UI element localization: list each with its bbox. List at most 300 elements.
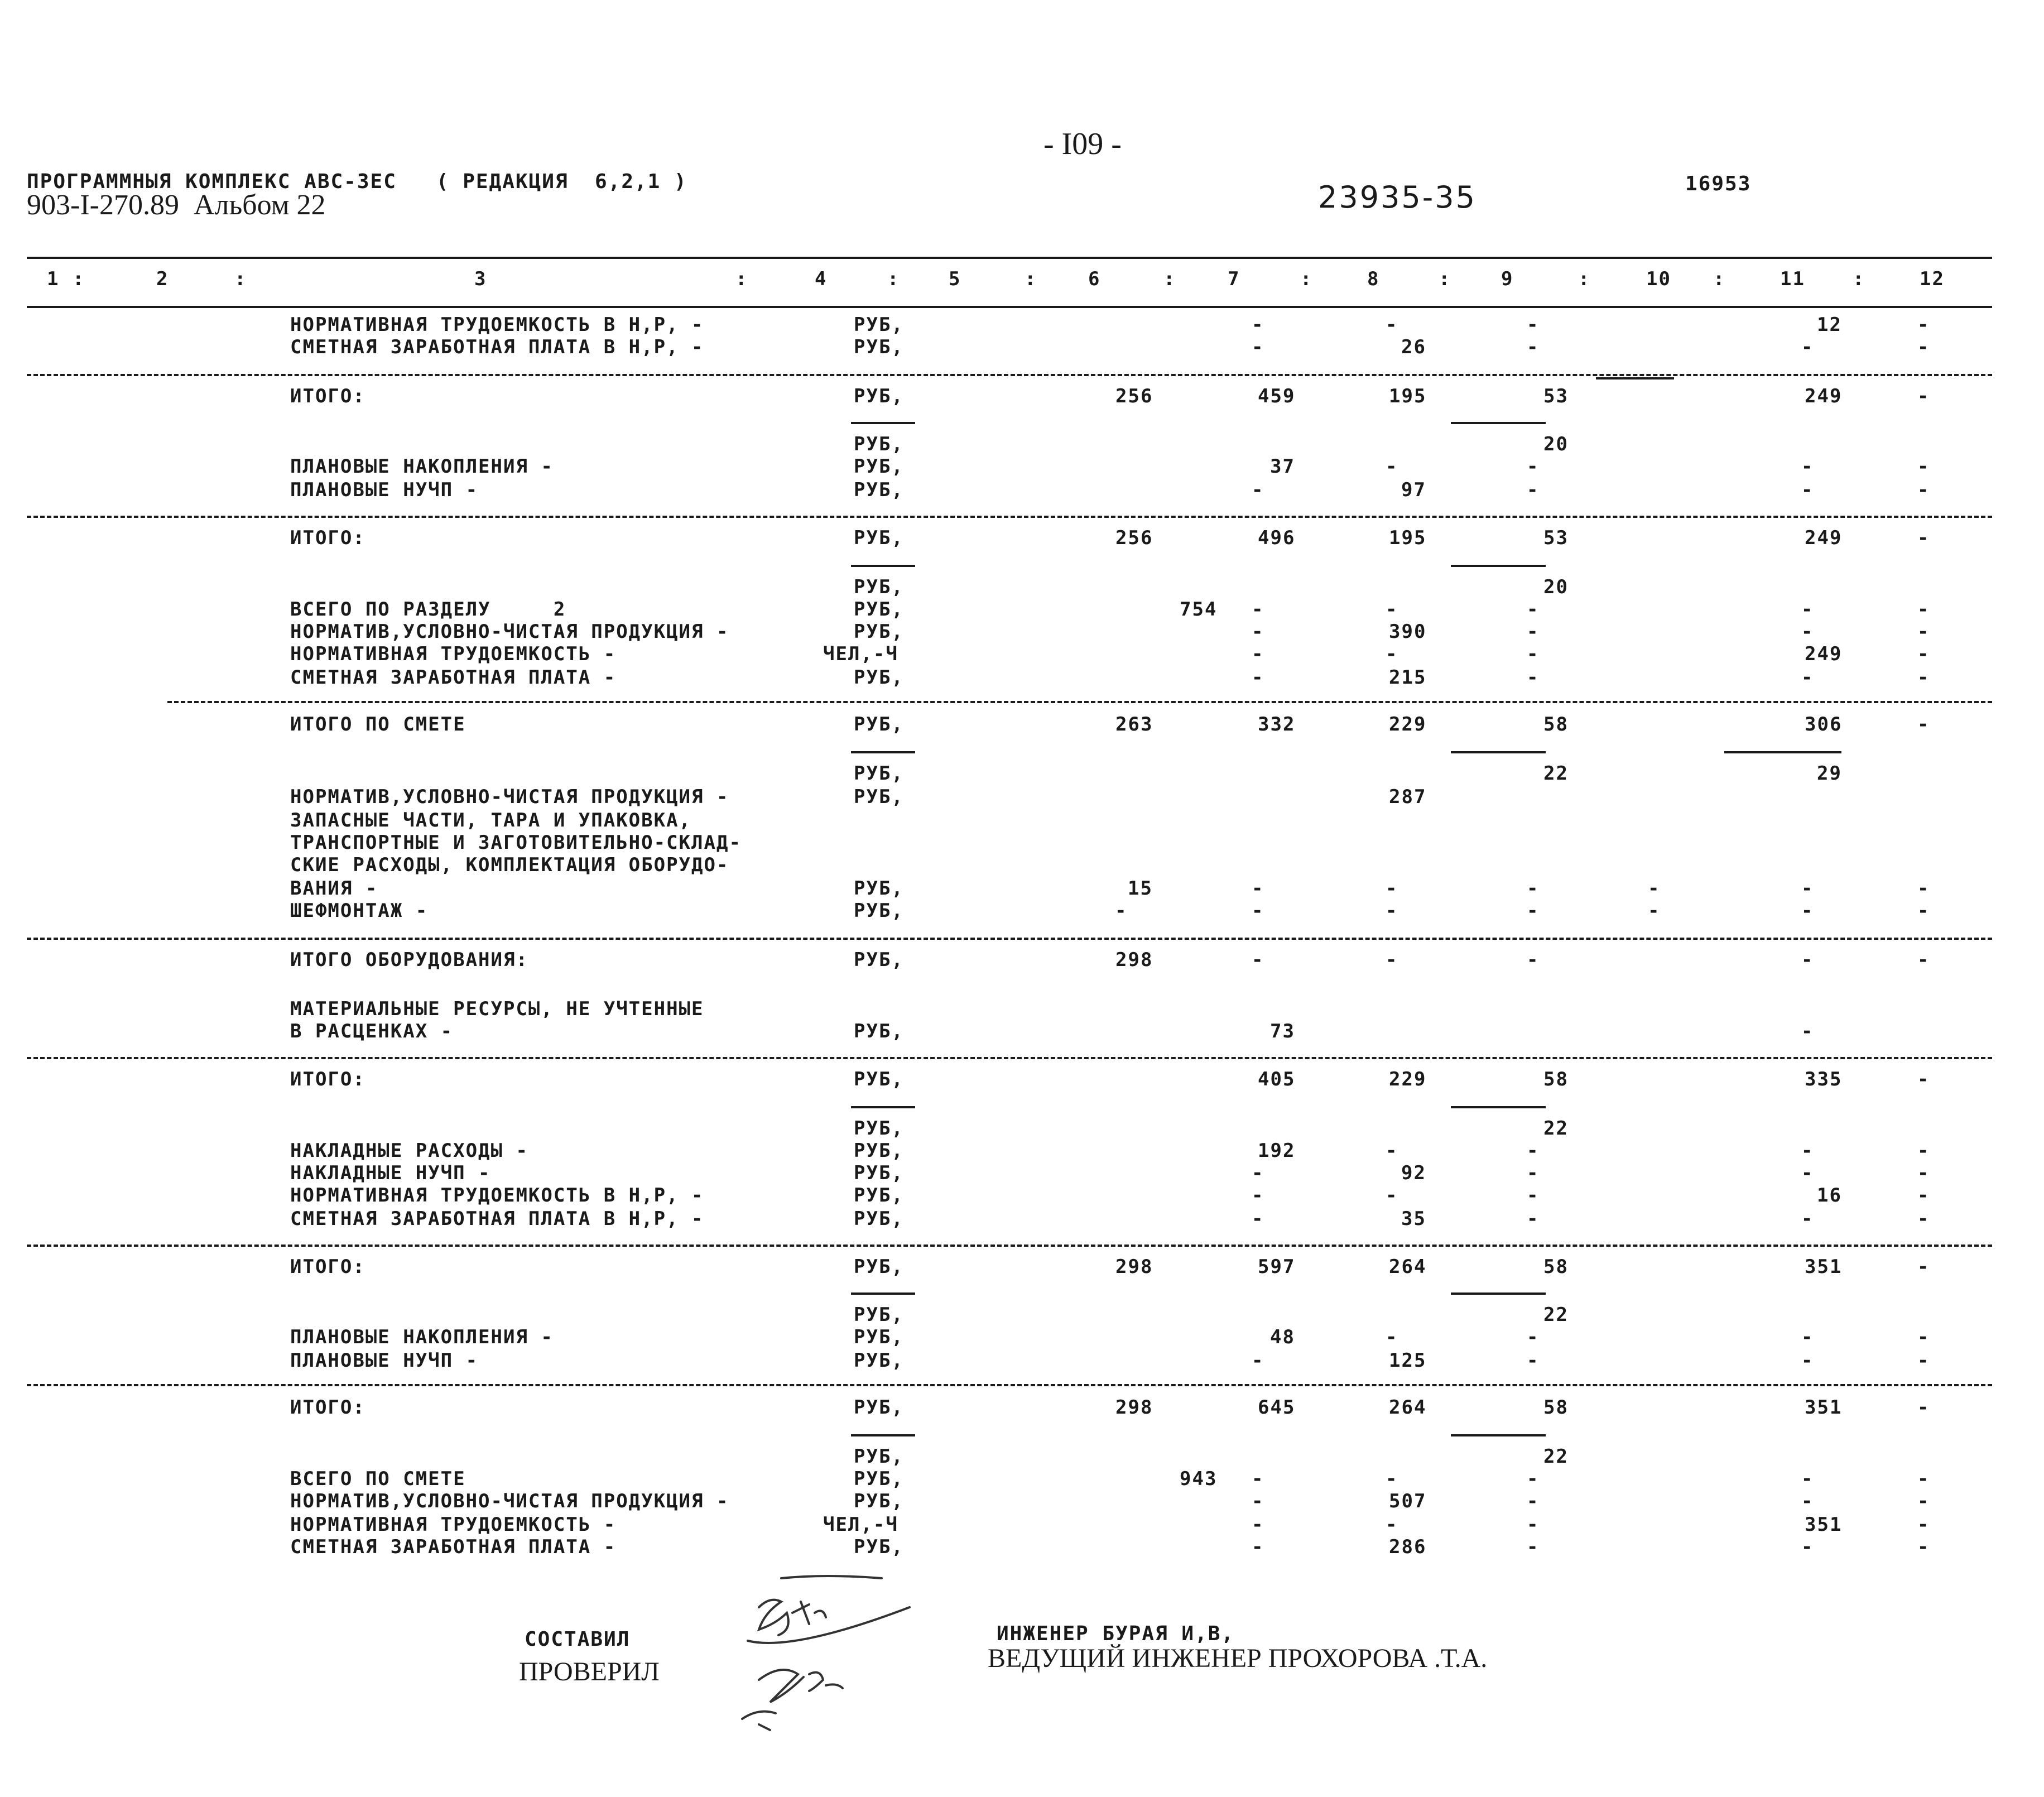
table-row: [0, 598, 2044, 621]
column-header-8: 8: [1367, 268, 1380, 290]
cell-c9: 58: [1543, 1068, 1569, 1090]
row-label: ЗАПАСНЫЕ ЧАСТИ, ТАРА И УПАКОВКА,: [290, 809, 692, 832]
value-dash: -: [1917, 455, 1930, 478]
table-row: [0, 1117, 2044, 1140]
row-label: ИТОГО ПО СМЕТЕ: [290, 713, 466, 736]
column-header-10: 10: [1646, 268, 1671, 290]
cell-c7: 332: [1258, 713, 1296, 736]
row-label: ШЕФМОНТАЖ -: [290, 900, 429, 922]
row-label: НОРМАТИВНАЯ ТРУДОЕМКОСТЬ -: [290, 1513, 617, 1536]
value-dash: -: [1252, 314, 1264, 336]
table-row: [0, 385, 2044, 407]
row-label: ИТОГО:: [290, 385, 365, 407]
cell-c8: 390: [1389, 621, 1427, 643]
value-dash: -: [1917, 713, 1930, 736]
cell-c6b: 943: [1180, 1468, 1218, 1490]
value-dash: -: [1527, 455, 1540, 478]
cell-c6: 263: [1115, 713, 1153, 736]
reference-number: 16953: [1685, 172, 1752, 195]
value-dash: -: [1252, 1208, 1264, 1230]
cell-c11: 351: [1805, 1256, 1843, 1278]
section-rule: [27, 1057, 1992, 1059]
value-dash: -: [1527, 643, 1540, 665]
cell-c11: 16: [1817, 1184, 1842, 1207]
cell-c7: 192: [1258, 1140, 1296, 1162]
table-row: [0, 1020, 2044, 1042]
page-number: - I09 -: [1043, 127, 1122, 161]
cell-c11: 351: [1805, 1396, 1843, 1419]
row-label: В РАСЦЕНКАХ -: [290, 1020, 454, 1042]
value-dash: -: [1917, 1326, 1930, 1348]
cell-c9: 58: [1543, 1256, 1569, 1278]
table-row: [0, 786, 2044, 808]
section-rule: [27, 1384, 1992, 1386]
cell-c9: 53: [1543, 385, 1569, 407]
cell-c8: 195: [1389, 385, 1427, 407]
column-header-12: 12: [1920, 268, 1945, 290]
value-dash: -: [1527, 949, 1540, 971]
value-dash: -: [1917, 1140, 1930, 1162]
row-label: ИТОГО:: [290, 1256, 365, 1278]
row-unit: РУБ,: [854, 1396, 904, 1419]
total-underline: [1451, 422, 1546, 424]
cell-c11: 306: [1805, 713, 1843, 736]
value-dash: -: [1527, 666, 1540, 689]
row-unit: РУБ,: [854, 1304, 904, 1326]
row-unit: РУБ,: [854, 433, 904, 455]
table-row: [0, 433, 2044, 455]
total-underline: [1596, 377, 1674, 379]
column-header-2: 2: [156, 268, 169, 290]
value-dash: -: [1801, 336, 1814, 358]
value-dash: -: [1252, 1490, 1264, 1512]
total-underline: [1451, 1293, 1546, 1295]
value-dash: -: [1917, 621, 1930, 643]
table-row: [0, 1490, 2044, 1512]
cell-c11: 249: [1805, 527, 1843, 549]
row-unit: РУБ,: [854, 1140, 904, 1162]
row-label: СМЕТНАЯ ЗАРАБОТНАЯ ПЛАТА -: [290, 1536, 617, 1558]
value-dash: -: [1801, 455, 1814, 478]
cell-c11: 249: [1805, 385, 1843, 407]
value-dash: -: [1386, 598, 1398, 621]
value-dash: -: [1917, 666, 1930, 689]
row-label: ПЛАНОВЫЕ НУЧП -: [290, 1349, 479, 1372]
value-dash: -: [1386, 1468, 1398, 1490]
value-dash: -: [1252, 479, 1264, 501]
row-unit: РУБ,: [854, 1326, 904, 1348]
value-dash: -: [1252, 1468, 1264, 1490]
header-bottom-rule: [27, 306, 1992, 308]
value-dash: -: [1917, 479, 1930, 501]
cell-c9: 22: [1543, 1445, 1569, 1468]
value-dash: -: [1527, 1468, 1540, 1490]
cell-c9: 20: [1543, 433, 1569, 455]
section-rule: [167, 701, 1992, 703]
value-dash: -: [1527, 1184, 1540, 1207]
value-dash: -: [1527, 621, 1540, 643]
compiled-by: ИНЖЕНЕР БУРАЯ И,В,: [997, 1622, 1235, 1645]
cell-c11: 335: [1805, 1068, 1843, 1090]
section-rule: [27, 516, 1992, 518]
value-dash: -: [1801, 479, 1814, 501]
table-row: [0, 455, 2044, 478]
value-dash: -: [1527, 1326, 1540, 1348]
row-unit: РУБ,: [854, 900, 904, 922]
section-rule: [27, 938, 1992, 940]
value-dash: -: [1917, 949, 1930, 971]
table-row: [0, 1304, 2044, 1326]
cell-c8: 264: [1389, 1256, 1427, 1278]
row-label: СМЕТНАЯ ЗАРАБОТНАЯ ПЛАТА -: [290, 666, 617, 689]
value-dash: -: [1252, 1349, 1264, 1372]
row-label: ИТОГО:: [290, 1396, 365, 1419]
value-dash: -: [1252, 643, 1264, 665]
table-row: [0, 1162, 2044, 1184]
table-row: [0, 1513, 2044, 1536]
value-dash: -: [1801, 1208, 1814, 1230]
value-dash: -: [1801, 598, 1814, 621]
value-dash: -: [1801, 1349, 1814, 1372]
row-label: ПЛАНОВЫЕ НАКОПЛЕНИЯ -: [290, 455, 554, 478]
value-dash: -: [1527, 314, 1540, 336]
cell-c11: 351: [1805, 1513, 1843, 1536]
column-header-4: 4: [815, 268, 828, 290]
column-separator: :: [1578, 268, 1591, 290]
value-dash: -: [1527, 336, 1540, 358]
column-header-9: 9: [1501, 268, 1514, 290]
cell-c8: 264: [1389, 1396, 1427, 1419]
row-unit: РУБ,: [854, 762, 904, 785]
value-dash: -: [1917, 1396, 1930, 1419]
value-dash: -: [1386, 877, 1398, 900]
row-label: ВСЕГО ПО СМЕТЕ: [290, 1468, 466, 1490]
value-dash: -: [1801, 877, 1814, 900]
value-dash: -: [1527, 1162, 1540, 1184]
value-dash: -: [1801, 621, 1814, 643]
value-dash: -: [1386, 314, 1398, 336]
row-unit: РУБ,: [854, 314, 904, 336]
table-row: [0, 1184, 2044, 1207]
row-unit: РУБ,: [854, 1490, 904, 1512]
row-label: НОРМАТИВНАЯ ТРУДОЕМКОСТЬ -: [290, 643, 617, 665]
row-unit: РУБ,: [854, 455, 904, 478]
cell-c9: 58: [1543, 1396, 1569, 1419]
total-underline: [851, 422, 915, 424]
row-label: СКИЕ РАСХОДЫ, КОМПЛЕКТАЦИЯ ОБОРУДО-: [290, 854, 729, 876]
table-row: [0, 643, 2044, 665]
value-dash: -: [1648, 900, 1661, 922]
value-dash: -: [1917, 1162, 1930, 1184]
value-dash: -: [1801, 1140, 1814, 1162]
table-row: [0, 949, 2044, 971]
checked-label: ПРОВЕРИЛ: [519, 1657, 660, 1687]
total-underline: [1724, 751, 1841, 753]
value-dash: -: [1386, 1513, 1398, 1536]
row-unit: ЧЕЛ,-Ч: [823, 643, 898, 665]
row-label: НОРМАТИВНАЯ ТРУДОЕМКОСТЬ В Н,Р, -: [290, 314, 704, 336]
column-header-5: 5: [949, 268, 961, 290]
value-dash: -: [1917, 1256, 1930, 1278]
cell-c8: 125: [1389, 1349, 1427, 1372]
row-unit: ЧЕЛ,-Ч: [823, 1513, 898, 1536]
row-label: ИТОГО:: [290, 527, 365, 549]
value-dash: -: [1801, 949, 1814, 971]
value-dash: -: [1386, 643, 1398, 665]
value-dash: -: [1917, 1068, 1930, 1090]
cell-c11: 249: [1805, 643, 1843, 665]
row-unit: РУБ,: [854, 385, 904, 407]
table-row: [0, 1349, 2044, 1372]
value-dash: -: [1527, 1349, 1540, 1372]
cell-c8: 215: [1389, 666, 1427, 689]
row-unit: РУБ,: [854, 1162, 904, 1184]
column-separator: :: [1439, 268, 1451, 290]
column-separator: :: [234, 268, 247, 290]
value-dash: -: [1801, 1020, 1814, 1042]
table-row: [0, 314, 2044, 336]
value-dash: -: [1527, 1208, 1540, 1230]
row-unit: РУБ,: [854, 336, 904, 358]
row-unit: РУБ,: [854, 1445, 904, 1468]
value-dash: -: [1527, 877, 1540, 900]
value-dash: -: [1252, 666, 1264, 689]
header-top-rule: [27, 257, 1992, 259]
cell-c8: 229: [1389, 1068, 1427, 1090]
column-header-3: 3: [474, 268, 487, 290]
cell-c6: 256: [1115, 527, 1153, 549]
cell-c9: 22: [1543, 1304, 1569, 1326]
row-unit: РУБ,: [854, 479, 904, 501]
total-underline: [851, 1106, 915, 1108]
value-dash: -: [1386, 1140, 1398, 1162]
cell-c7: 48: [1270, 1326, 1295, 1348]
value-dash: -: [1252, 1513, 1264, 1536]
column-header-7: 7: [1228, 268, 1240, 290]
column-separator: :: [1300, 268, 1313, 290]
value-dash: -: [1252, 949, 1264, 971]
value-dash: -: [1917, 314, 1930, 336]
compiled-label: СОСТАВИЛ: [525, 1628, 631, 1651]
row-label: НОРМАТИВ,УСЛОВНО-ЧИСТАЯ ПРОДУКЦИЯ -: [290, 1490, 729, 1512]
cell-c11: 12: [1817, 314, 1842, 336]
value-dash: -: [1917, 598, 1930, 621]
table-row: [0, 762, 2044, 785]
row-label: МАТЕРИАЛЬНЫЕ РЕСУРСЫ, НЕ УЧТЕННЫЕ: [290, 998, 704, 1020]
value-dash: -: [1801, 1162, 1814, 1184]
table-row: [0, 527, 2044, 549]
cell-c8: 229: [1389, 713, 1427, 736]
cell-c7: 37: [1270, 455, 1295, 478]
row-unit: РУБ,: [854, 786, 904, 808]
cell-c8: 26: [1401, 336, 1426, 358]
table-row: [0, 666, 2044, 689]
table-row: [0, 1445, 2044, 1468]
table-row: [0, 1068, 2044, 1090]
table-row: [0, 832, 2044, 854]
value-dash: -: [1917, 877, 1930, 900]
value-dash: -: [1386, 1326, 1398, 1348]
value-dash: -: [1386, 949, 1398, 971]
row-label: НАКЛАДНЫЕ НУЧП -: [290, 1162, 491, 1184]
value-dash: -: [1917, 1468, 1930, 1490]
total-underline: [851, 1434, 915, 1436]
table-row: [0, 621, 2044, 643]
value-dash: -: [1917, 900, 1930, 922]
table-row: [0, 809, 2044, 832]
cell-c7: 597: [1258, 1256, 1296, 1278]
column-separator: :: [1025, 268, 1037, 290]
column-header-11: 11: [1780, 268, 1805, 290]
cell-c8: 35: [1401, 1208, 1426, 1230]
cell-c8: 97: [1401, 479, 1426, 501]
cell-c9: 53: [1543, 527, 1569, 549]
value-dash: -: [1115, 900, 1128, 922]
row-label: НОРМАТИВНАЯ ТРУДОЕМКОСТЬ В Н,Р, -: [290, 1184, 704, 1207]
value-dash: -: [1801, 1490, 1814, 1512]
value-dash: -: [1527, 1490, 1540, 1512]
value-dash: -: [1917, 1184, 1930, 1207]
row-label: НАКЛАДНЫЕ РАСХОДЫ -: [290, 1140, 528, 1162]
total-underline: [1451, 565, 1546, 567]
column-separator: :: [1713, 268, 1726, 290]
table-row: [0, 854, 2044, 876]
value-dash: -: [1801, 1468, 1814, 1490]
value-dash: -: [1917, 1536, 1930, 1558]
cell-c11: 29: [1817, 762, 1842, 785]
row-unit: РУБ,: [854, 1208, 904, 1230]
column-header-6: 6: [1088, 268, 1101, 290]
value-dash: -: [1917, 1208, 1930, 1230]
value-dash: -: [1648, 877, 1661, 900]
cell-c8: 195: [1389, 527, 1427, 549]
row-unit: РУБ,: [854, 877, 904, 900]
cell-c9: 22: [1543, 1117, 1569, 1140]
value-dash: -: [1527, 900, 1540, 922]
table-row: [0, 576, 2044, 598]
value-dash: -: [1801, 666, 1814, 689]
value-dash: -: [1801, 900, 1814, 922]
row-label: ВСЕГО ПО РАЗДЕЛУ 2: [290, 598, 566, 621]
row-unit: РУБ,: [854, 1349, 904, 1372]
row-unit: РУБ,: [854, 666, 904, 689]
row-label: СМЕТНАЯ ЗАРАБОТНАЯ ПЛАТА В Н,Р, -: [290, 1208, 704, 1230]
column-separator: :: [1163, 268, 1176, 290]
row-label: ВАНИЯ -: [290, 877, 378, 900]
row-unit: РУБ,: [854, 598, 904, 621]
row-label: НОРМАТИВ,УСЛОВНО-ЧИСТАЯ ПРОДУКЦИЯ -: [290, 621, 729, 643]
row-unit: РУБ,: [854, 1068, 904, 1090]
value-dash: -: [1527, 479, 1540, 501]
row-unit: РУБ,: [854, 1184, 904, 1207]
table-row: [0, 1140, 2044, 1162]
value-dash: -: [1917, 385, 1930, 407]
value-dash: -: [1917, 1513, 1930, 1536]
value-dash: -: [1252, 621, 1264, 643]
value-dash: -: [1917, 643, 1930, 665]
cell-c7: 645: [1258, 1396, 1296, 1419]
value-dash: -: [1386, 1184, 1398, 1207]
row-unit: РУБ,: [854, 1020, 904, 1042]
value-dash: -: [1252, 336, 1264, 358]
row-label: ИТОГО:: [290, 1068, 365, 1090]
cell-c6b: 754: [1180, 598, 1218, 621]
column-separator: :: [735, 268, 748, 290]
table-row: [0, 1208, 2044, 1230]
column-header-1: 1: [47, 268, 60, 290]
table-row: [0, 877, 2044, 900]
row-unit: РУБ,: [854, 713, 904, 736]
row-unit: РУБ,: [854, 1536, 904, 1558]
value-dash: -: [1917, 1349, 1930, 1372]
row-unit: РУБ,: [854, 1468, 904, 1490]
document-code: 23935-35: [1318, 180, 1477, 215]
value-dash: -: [1527, 598, 1540, 621]
row-label: СМЕТНАЯ ЗАРАБОТНАЯ ПЛАТА В Н,Р, -: [290, 336, 704, 358]
cell-c8: 507: [1389, 1490, 1427, 1512]
total-underline: [851, 565, 915, 567]
value-dash: -: [1527, 1140, 1540, 1162]
cell-c7: 405: [1258, 1068, 1296, 1090]
row-label: ТРАНСПОРТНЫЕ И ЗАГОТОВИТЕЛЬНО-СКЛАД-: [290, 832, 742, 854]
value-dash: -: [1252, 1184, 1264, 1207]
cell-c7: 459: [1258, 385, 1296, 407]
checked-by: ВЕДУЩИЙ ИНЖЕНЕР ПРОХОРОВА .Т.А.: [988, 1644, 1488, 1673]
total-underline: [851, 1293, 915, 1295]
row-unit: РУБ,: [854, 527, 904, 549]
table-row: [0, 713, 2044, 736]
row-label: НОРМАТИВ,УСЛОВНО-ЧИСТАЯ ПРОДУКЦИЯ -: [290, 786, 729, 808]
value-dash: -: [1527, 1536, 1540, 1558]
cell-c9: 22: [1543, 762, 1569, 785]
cell-c6: 256: [1115, 385, 1153, 407]
cell-c9: 20: [1543, 576, 1569, 598]
section-rule: [27, 1245, 1992, 1247]
value-dash: -: [1386, 455, 1398, 478]
value-dash: -: [1386, 900, 1398, 922]
table-row: [0, 1396, 2044, 1419]
cell-c8: 287: [1389, 786, 1427, 808]
value-dash: -: [1917, 336, 1930, 358]
cell-c6: 298: [1115, 1396, 1153, 1419]
value-dash: -: [1917, 527, 1930, 549]
row-unit: РУБ,: [854, 1117, 904, 1140]
row-unit: РУБ,: [854, 621, 904, 643]
table-row: [0, 336, 2044, 358]
table-row: [0, 1468, 2044, 1490]
value-dash: -: [1252, 1162, 1264, 1184]
table-row: [0, 998, 2044, 1020]
signature: [725, 1574, 926, 1736]
column-separator: :: [73, 268, 85, 290]
cell-c8: 286: [1389, 1536, 1427, 1558]
value-dash: -: [1527, 1513, 1540, 1536]
table-row: [0, 900, 2044, 922]
total-underline: [1451, 751, 1546, 753]
table-row: [0, 1536, 2044, 1558]
value-dash: -: [1252, 1536, 1264, 1558]
cell-c9: 58: [1543, 713, 1569, 736]
table-row: [0, 1256, 2044, 1278]
total-underline: [1451, 1106, 1546, 1108]
value-dash: -: [1252, 598, 1264, 621]
value-dash: -: [1252, 877, 1264, 900]
column-separator: :: [887, 268, 900, 290]
cell-c6: 298: [1115, 1256, 1153, 1278]
table-row: [0, 479, 2044, 501]
row-label: ПЛАНОВЫЕ НАКОПЛЕНИЯ -: [290, 1326, 554, 1348]
table-row: [0, 1326, 2044, 1348]
